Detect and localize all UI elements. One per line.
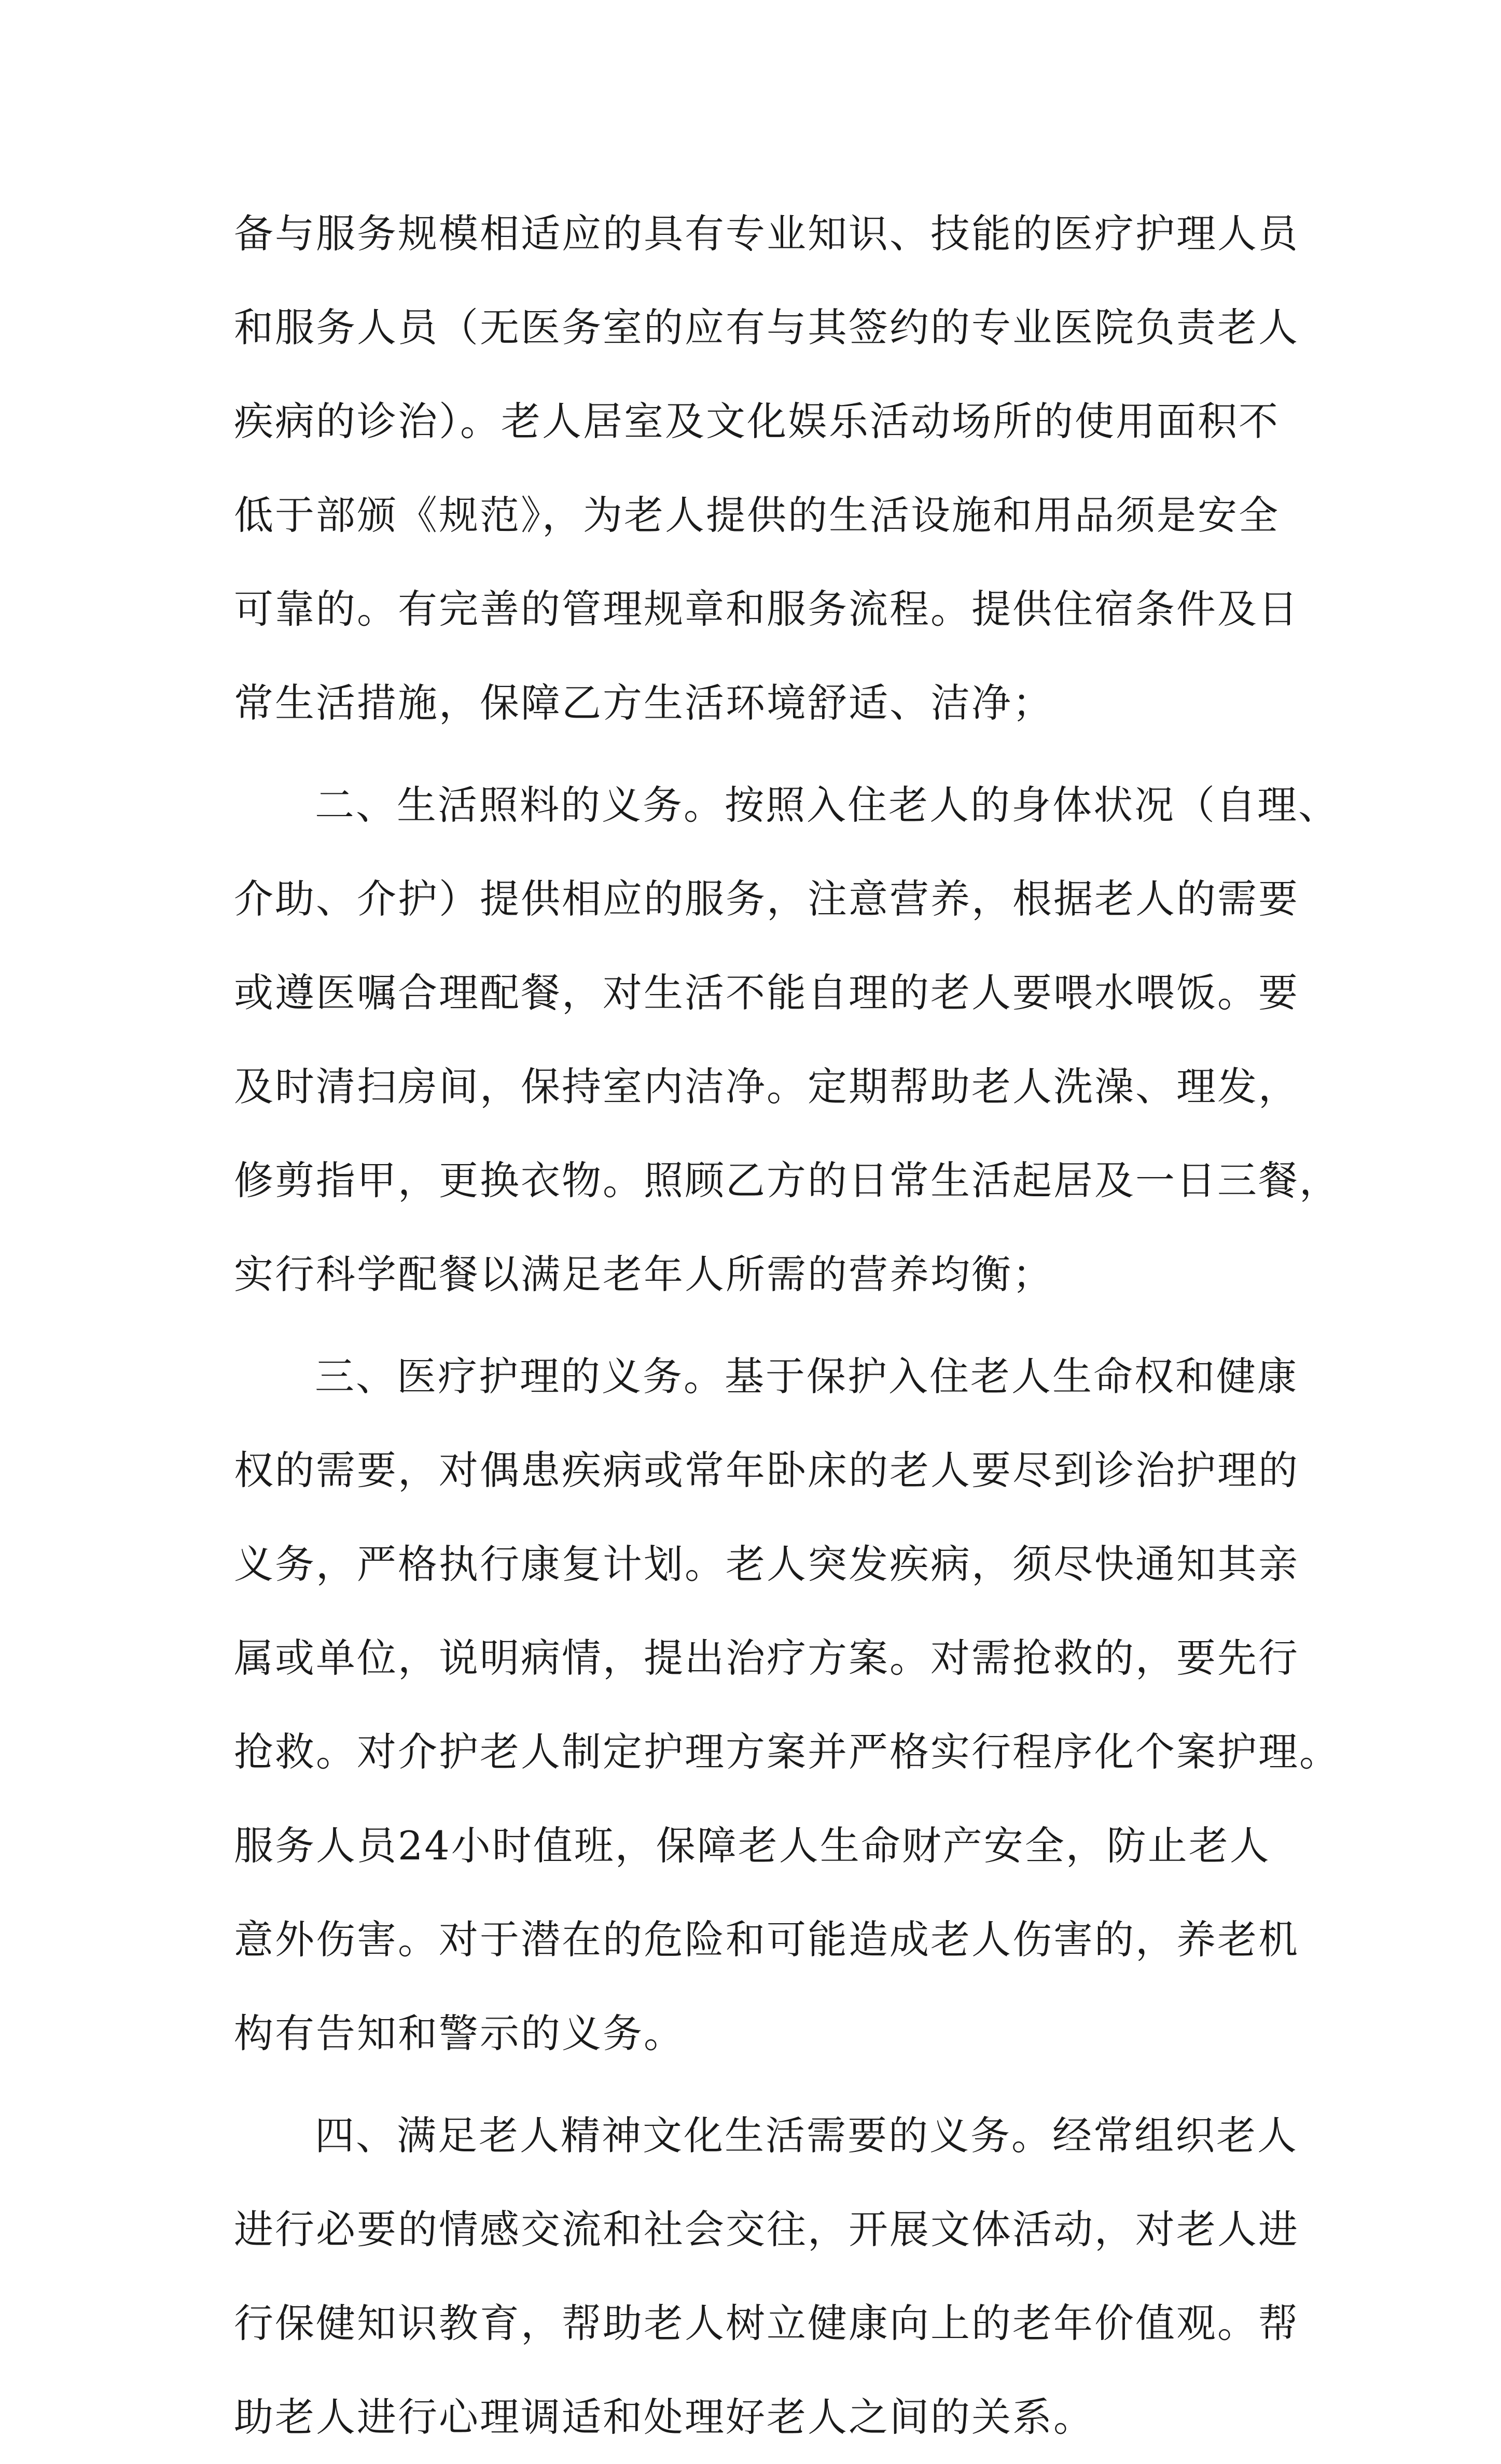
text-line: 意外伤害。对于潜在的危险和可能造成老人伤害的，养老机 bbox=[234, 1916, 1299, 1963]
text-line: 二、生活照料的义务。按照入住老人的身体状况（自理、 bbox=[315, 782, 1339, 828]
text-line: 抢救。对介护老人制定护理方案并严格实行程序化个案护理。 bbox=[234, 1729, 1340, 1775]
text-line: 三、医疗护理的义务。基于保护入住老人生命权和健康 bbox=[315, 1353, 1298, 1399]
text-line: 及时清扫房间，保持室内洁净。定期帮助老人洗澡、理发， bbox=[234, 1063, 1299, 1110]
paragraph-spiritual-culture bbox=[234, 2089, 1299, 2464]
text-line: 构有告知和警示的义务。 bbox=[234, 2010, 685, 2056]
text-line: 修剪指甲，更换衣物。照顾乙方的日常生活起居及一日三餐， bbox=[234, 1157, 1340, 1203]
text-line: 可靠的。有完善的管理规章和服务流程。提供住宿条件及日 bbox=[234, 586, 1299, 632]
text-line: 常生活措施，保障乙方生活环境舒适、洁净； bbox=[234, 680, 1053, 726]
text-line: 备与服务规模相适应的具有专业知识、技能的医疗护理人员 bbox=[234, 211, 1299, 257]
text-line: 权的需要，对偶患疾病或常年卧床的老人要尽到诊治护理的 bbox=[234, 1447, 1299, 1493]
text-line: 进行必要的情感交流和社会交往，开展文体活动，对老人进 bbox=[234, 2206, 1299, 2252]
text-line: 实行科学配餐以满足老年人所需的营养均衡； bbox=[234, 1251, 1053, 1297]
text-line: 四、满足老人精神文化生活需要的义务。经常组织老人 bbox=[315, 2112, 1298, 2159]
paragraph-daily-care bbox=[234, 758, 1340, 1321]
document-body bbox=[234, 187, 1340, 2464]
text-line: 或遵医嘱合理配餐，对生活不能自理的老人要喂水喂饭。要 bbox=[234, 970, 1299, 1016]
text-line: 疾病的诊治）。老人居室及文化娱乐活动场所的使用面积不 bbox=[234, 398, 1280, 444]
text-line: 助老人进行心理调适和处理好老人之间的关系。 bbox=[234, 2394, 1094, 2440]
text-line: 低于部颁《规范》，为老人提供的生活设施和用品须是安全 bbox=[234, 492, 1280, 538]
text-line: 和服务人员（无医务室的应有与其签约的专业医院负责老人 bbox=[234, 304, 1299, 351]
text-line: 服务人员24小时值班，保障老人生命财产安全，防止老人 bbox=[234, 1823, 1271, 1869]
text-line: 义务，严格执行康复计划。老人突发疾病，须尽快通知其亲 bbox=[234, 1541, 1299, 1587]
paragraph-medical-care bbox=[234, 1329, 1340, 2080]
paragraph-facilities bbox=[234, 187, 1299, 750]
text-line: 属或单位，说明病情，提出治疗方案。对需抢救的，要先行 bbox=[234, 1635, 1299, 1681]
text-line: 介助、介护）提供相应的服务，注意营养，根据老人的需要 bbox=[234, 876, 1299, 922]
text-line: 行保健知识教育，帮助老人树立健康向上的老年价值观。帮 bbox=[234, 2300, 1299, 2346]
